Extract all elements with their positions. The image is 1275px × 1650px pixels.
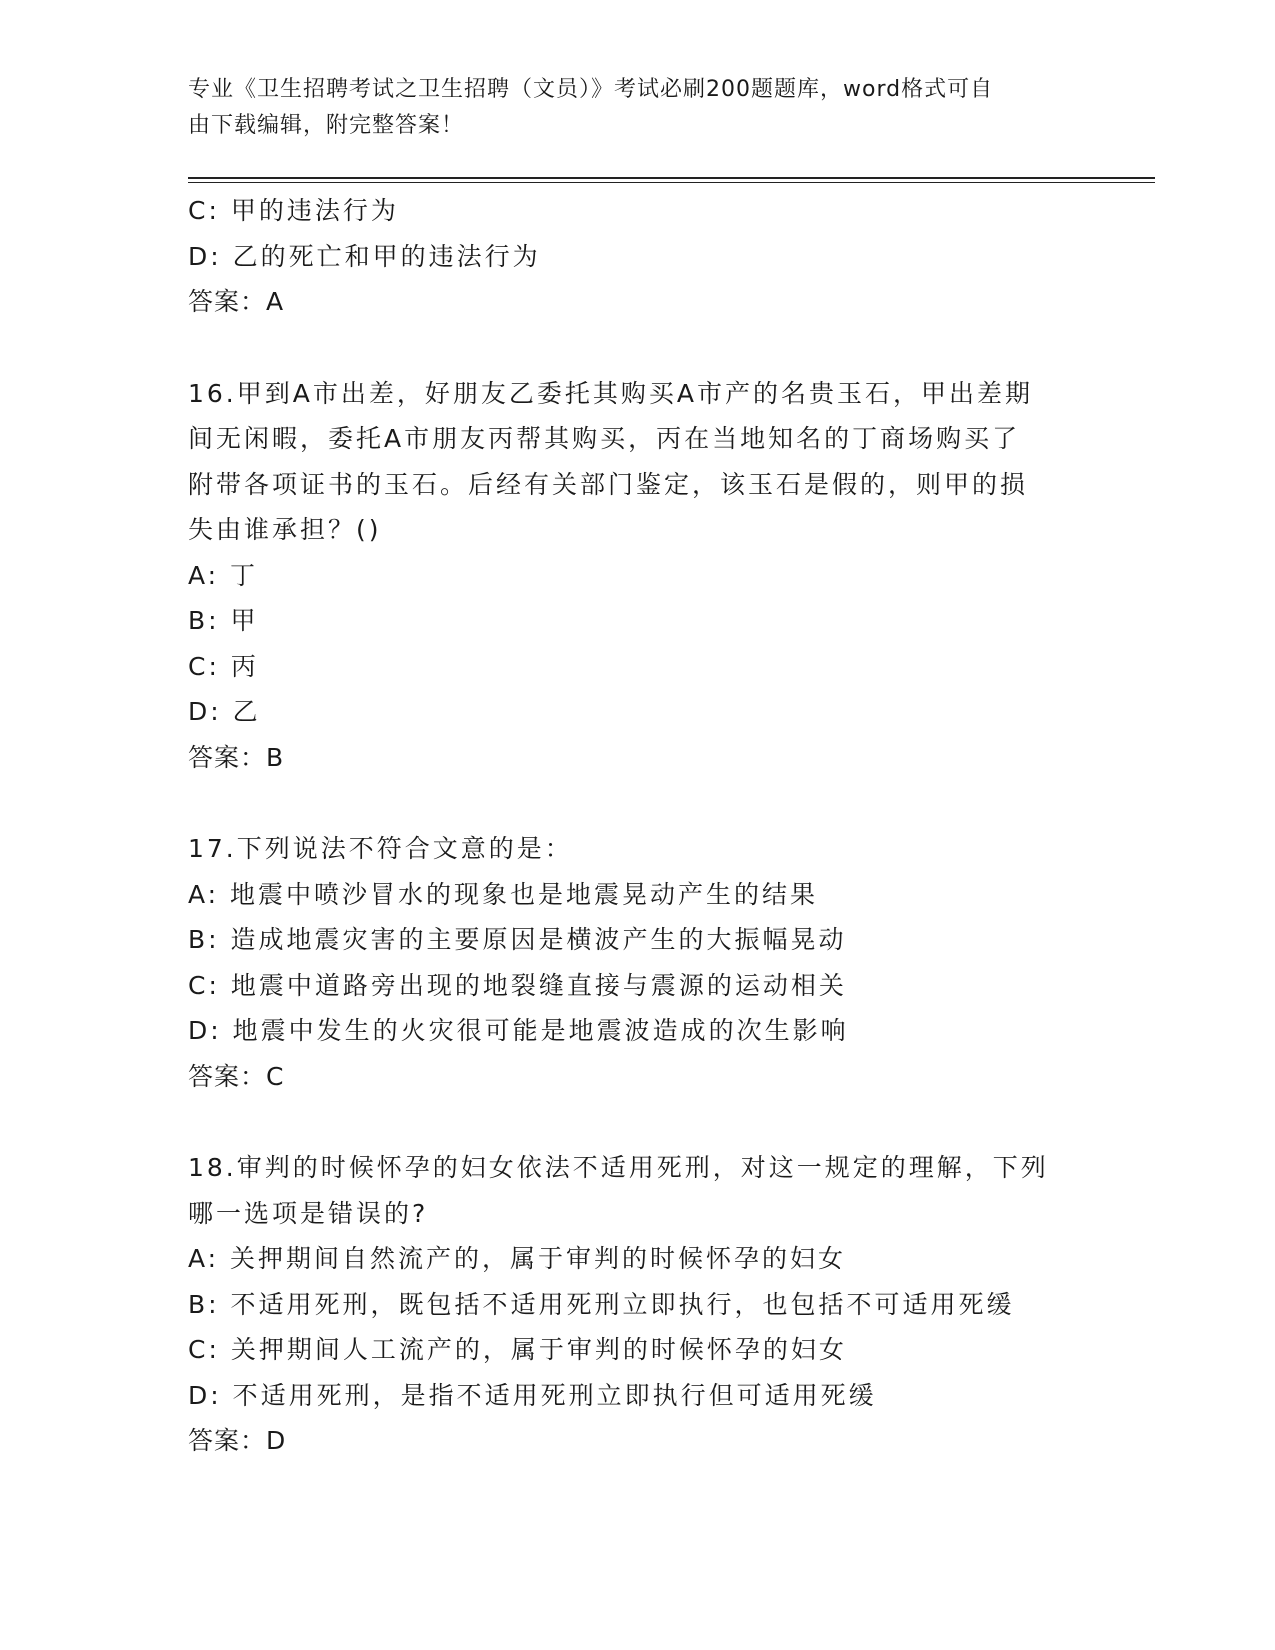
header-line-2: 由下载编辑，附完整答案！ [188, 113, 465, 138]
header-divider-thick [188, 177, 1155, 179]
option-b: B: 甲 [188, 606, 259, 635]
question-15-tail [188, 188, 1088, 325]
option-d: D: 乙 [188, 697, 261, 726]
answer-line: 答案：D [188, 1426, 287, 1455]
question-stem-line: 间无闲暇，委托A市朋友丙帮其购买，丙在当地知名的丁商场购买了 [188, 424, 1021, 453]
option-b: B: 造成地震灾害的主要原因是横波产生的大振幅晃动 [188, 925, 847, 954]
option-c: C: 丙 [188, 651, 259, 681]
option-c: C: 关押期间人工流产的，属于审判的时候怀孕的妇女 [188, 1335, 847, 1364]
question-stem-line: 16.甲到A市出差，好朋友乙委托其购买A市产的名贵玉石，甲出差期 [188, 378, 1033, 408]
header-line-1: 专业《卫生招聘考试之卫生招聘（文员）》考试必刷200题题库，word格式可自 [188, 77, 994, 102]
question-stem-line: 18.审判的时候怀孕的妇女依法不适用死刑，对这一规定的理解，下列 [188, 1153, 1049, 1182]
question-list [188, 188, 1088, 1464]
answer-line: 答案：C [188, 1061, 285, 1091]
option-d: D: 乙的死亡和甲的违法行为 [188, 241, 541, 271]
header-divider-thin [188, 182, 1155, 183]
document-header [188, 72, 1068, 144]
question-17 [188, 826, 1088, 1099]
option-c: C: 甲的违法行为 [188, 196, 399, 225]
option-a: A: 丁 [188, 560, 259, 590]
option-d: D: 不适用死刑，是指不适用死刑立即执行但可适用死缓 [188, 1380, 877, 1410]
spacer [188, 1099, 1088, 1145]
option-d: D: 地震中发生的火灾很可能是地震波造成的次生影响 [188, 1016, 849, 1045]
spacer [188, 780, 1088, 826]
question-16 [188, 371, 1088, 781]
option-c: C: 地震中道路旁出现的地裂缝直接与震源的运动相关 [188, 970, 847, 1000]
question-stem-line: 附带各项证书的玉石。后经有关部门鉴定，该玉石是假的，则甲的损 [188, 469, 1029, 499]
question-stem-line: 哪一选项是错误的? [188, 1198, 429, 1228]
question-stem-line: 失由谁承担？() [188, 515, 382, 544]
option-a: A: 关押期间自然流产的，属于审判的时候怀孕的妇女 [188, 1244, 847, 1273]
answer-line: 答案：A [188, 287, 285, 316]
question-stem-line: 17.下列说法不符合文意的是： [188, 834, 573, 863]
answer-line: 答案：B [188, 742, 285, 772]
option-a: A: 地震中喷沙冒水的现象也是地震晃动产生的结果 [188, 879, 819, 909]
spacer [188, 325, 1088, 371]
question-18 [188, 1145, 1088, 1464]
option-b: B: 不适用死刑，既包括不适用死刑立即执行，也包括不可适用死缓 [188, 1289, 1015, 1319]
